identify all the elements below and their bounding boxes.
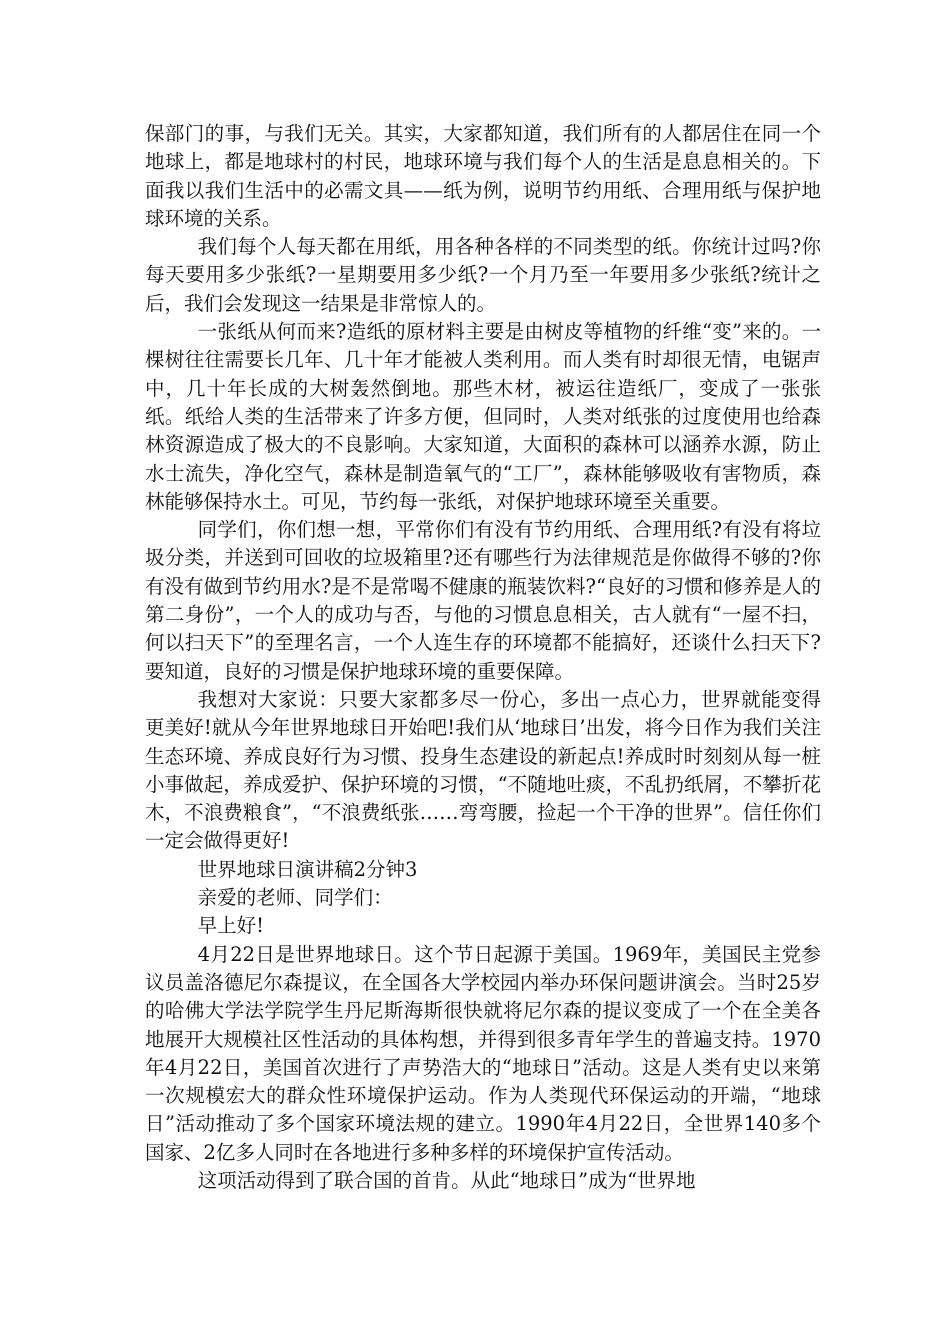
paragraph-paper-origin: 一张纸从何而来?造纸的原材料主要是由树皮等植物的纤维“变”来的。一棵树往往需要长几年、几十年才能被人类利用。而人类有时却很无情，电锯声中，几十年长成的大树轰然倒地。那些木材，被运往造纸厂，变成了一张张纸。纸给人类的生活带来了许多方便，但同时，人类对纸张的过度使用也给森林资源造成了极大的不良影响。大家知道，大面积的森林可以涵养水源，防止水士流失，净化空气，森林是制造氧气的“工厂”，森林能够吸收有害物质，森林能够保持水土。可见，节约每一张纸，对保护地球环境至关重要。 xyxy=(145,320,821,513)
paragraph-earth-day-history: 4月22日是世界地球日。这个节日起源于美国。1969年，美国民主党参议员盖洛德尼尔森提议，在全国各大学校园内举办环保问题讲演会。当时25岁的哈佛大学法学院学生丹尼斯海斯很快就将尼尔森的提议变成了一个在全美各地展开大规模社区性活动的具体构想，并得到很多青年学生的普遍支持。1970年4月22日，美国首次进行了声势浩大的“地球日”活动。这是人类有史以来第一次规模宏大的群众性环境保护运动。作为人类现代环保运动的开端，“地球日”活动推动了多个国家环境法规的建立。1990年4月22日，全世界140多个国家、2亿多人同时在各地进行多种多样的环境保护宣传活动。 xyxy=(145,942,821,1164)
salutation: 亲爱的老师、同学们： xyxy=(197,886,393,910)
paragraph-paper-intro: 保部门的事，与我们无关。其实，大家都知道，我们所有的人都居住在同一个地球上，都是地球村的村民，地球环境与我们每个人的生活是息息相关的。下面我以我们生活中的必需文具——纸为例，说明节约用纸、合理用纸与保护地球环境的关系。 xyxy=(145,122,821,230)
speech-title: 世界地球日演讲稿2分钟3 xyxy=(197,857,418,881)
greeting: 早上好! xyxy=(197,914,264,938)
document-page xyxy=(145,120,821,1195)
paragraph-un-recognition: 这项活动得到了联合国的首肯。从此“地球日”成为“世界地 xyxy=(197,1168,696,1192)
paragraph-habits: 同学们，你们想一想，平常你们有没有节约用纸、合理用纸?有没有将垃圾分类，并送到可回收的垃圾箱里?还有哪些行为法律规范是你做得不够的?你有没有做到节约用水?是不是常喝不健康的瓶装饮料?“良好的习惯和修养是人的第二身份”，一个人的成功与否，与他的习惯息息相关，古人就有“一屋不扫，何以扫天下”的至理名言，一个人连生存的环境都不能搞好，还谈什么扫天下?要知道，良好的习惯是保护地球环境的重要保障。 xyxy=(145,518,821,683)
paragraph-paper-usage: 我们每个人每天都在用纸，用各种各样的不同类型的纸。你统计过吗?你每天要用多少张纸?一星期要用多少纸?一个月乃至一年要用多少张纸?统计之后，我们会发现这一结果是非常惊人的。 xyxy=(145,235,821,315)
paragraph-closing-appeal: 我想对大家说：只要大家都多尽一份心，多出一点心力，世界就能变得更美好!就从今年世界地球日开始吧!我们从‘地球日’出发，将今日作为我们关注生态环境、养成良好行为习惯、投身生态建设的新起点!养成时时刻刻从每一桩小事做起，养成爱护、保护环境的习惯，“不随地吐痰，不乱扔纸屑，不攀折花木，不浪费粮食”，“不浪费纸张……弯弯腰，捡起一个干净的世界”。信任你们一定会做得更好! xyxy=(145,687,821,853)
